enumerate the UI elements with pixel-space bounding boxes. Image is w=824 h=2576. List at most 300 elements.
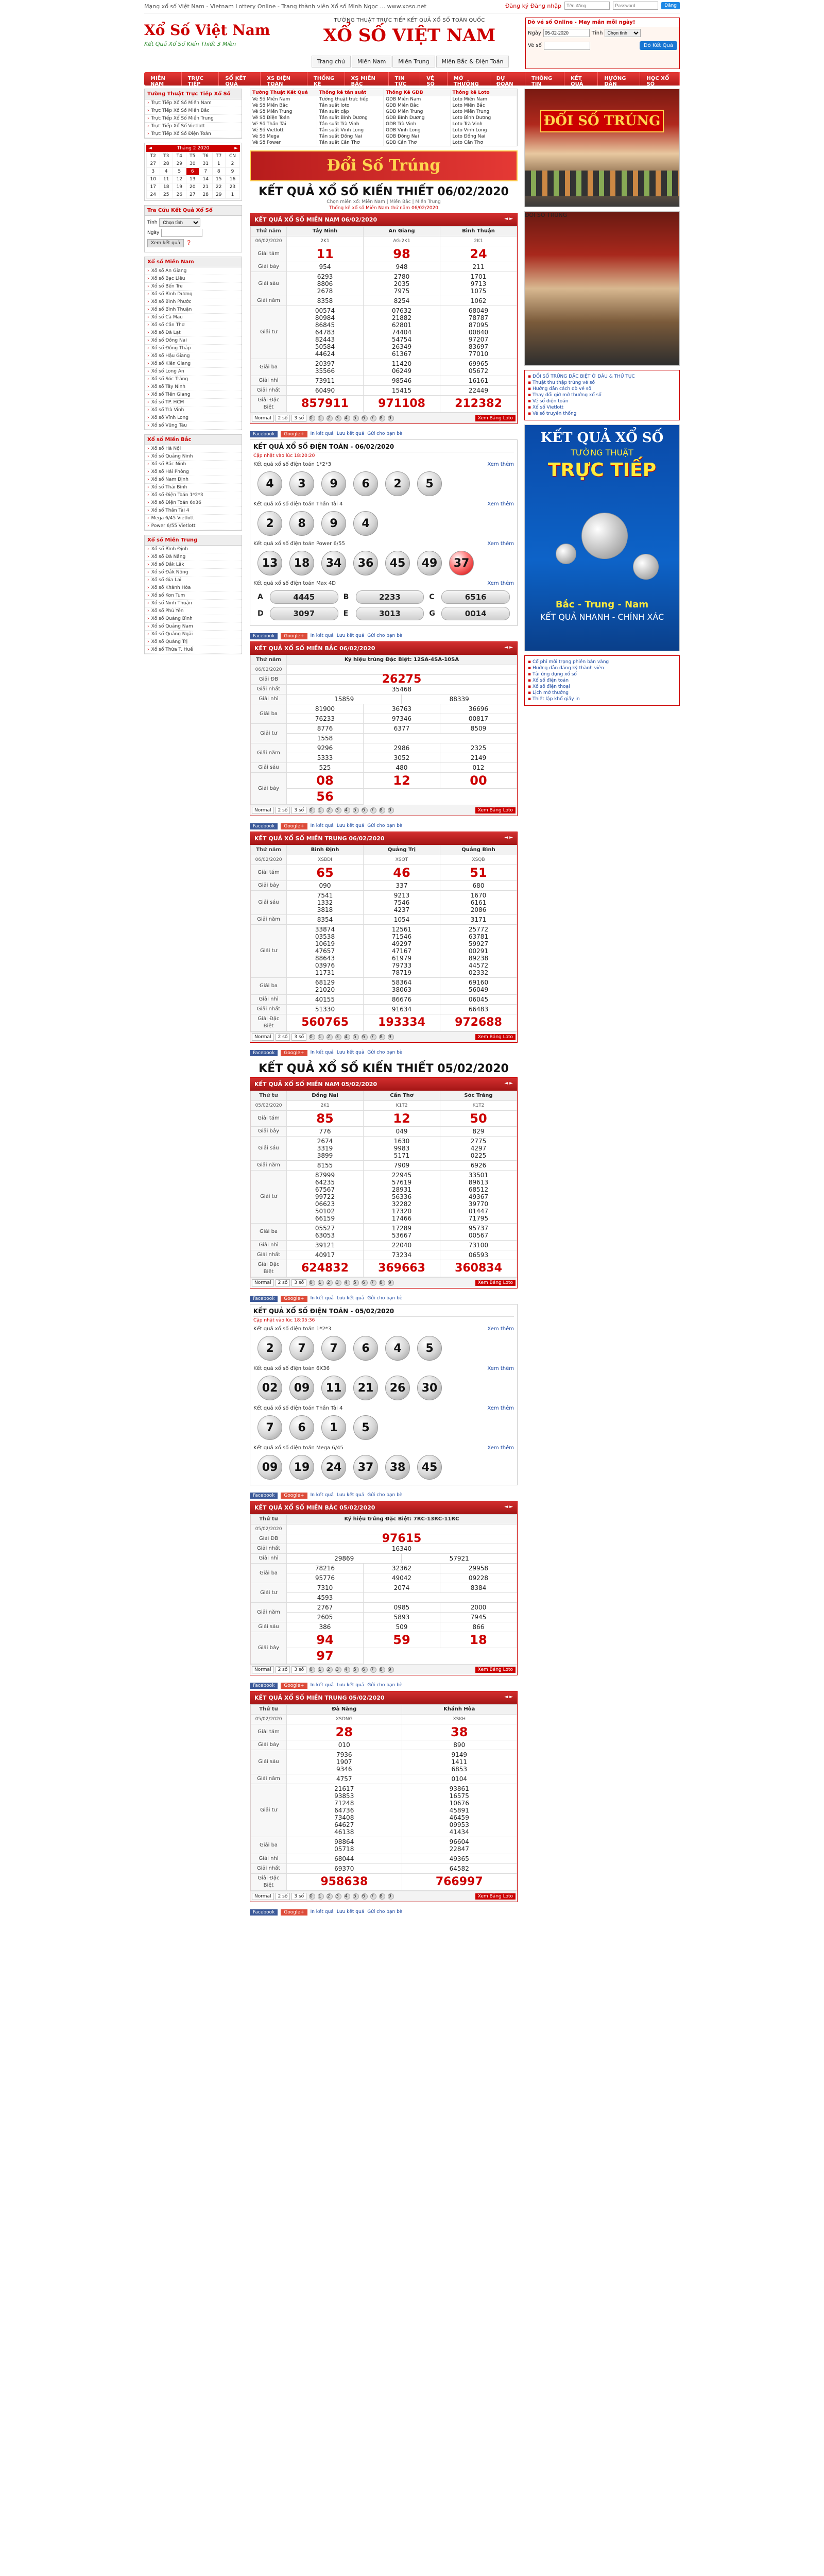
loto-table-link[interactable]: Xem Bảng Loto [475,1667,516,1673]
quick-link[interactable]: Tần suất cặp [319,109,349,114]
province-link[interactable]: › Xổ số Điện Toán 1*2*3 [145,492,242,499]
quick-link[interactable]: Tần suất loto [319,103,350,108]
ticket-input[interactable] [544,42,590,50]
digit-filter[interactable]: 3 [335,1280,341,1286]
send-link[interactable]: Gửi cho bạn bè [367,1909,403,1914]
more-link[interactable]: Xem thêm [487,1405,514,1411]
google-share[interactable]: Google+ [281,633,307,639]
nav-item[interactable]: THÔNG TIN [525,72,564,86]
quick-link[interactable]: GDB Vĩnh Long [386,128,421,133]
quick-link[interactable]: Tần suất Đồng Nai [319,134,362,139]
province-link[interactable]: › Xổ số Cần Thơ [145,321,242,329]
province-name[interactable]: Bình Thuận [440,227,517,236]
quick-link[interactable]: Vé Số Power [252,140,281,145]
quick-link[interactable]: Loto Vĩnh Long [452,128,487,133]
digit-tab[interactable]: Normal [252,1033,274,1041]
quick-link[interactable]: Loto Miền Bắc [452,103,485,108]
digit-filter[interactable]: 2 [327,1034,333,1040]
digit-filter[interactable]: 4 [344,415,350,421]
region-menu-item[interactable]: Miền Bắc & Điện Toán [436,56,509,67]
province-link[interactable]: › Xổ số An Giang [145,267,242,275]
digit-filter[interactable]: 2 [327,1893,333,1900]
digit-filter[interactable]: 6 [362,1893,368,1900]
nav-item[interactable]: MỞ THƯỞNG [448,72,490,86]
digit-tab[interactable]: 3 số [291,1033,306,1041]
province-name[interactable]: Đồng Nai [287,1091,364,1101]
digit-filter[interactable]: 1 [318,1893,324,1900]
digit-filter[interactable]: 0 [309,1034,315,1040]
more-link[interactable]: Xem thêm [487,1366,514,1371]
digit-tab[interactable]: Normal [252,807,274,814]
digit-filter[interactable]: 1 [318,415,324,421]
quick-link[interactable]: GDB Miền Trung [386,109,423,114]
date-input[interactable] [543,29,590,37]
province-link[interactable]: › Xổ số TP. HCM [145,399,242,406]
digit-filter[interactable]: 2 [327,415,333,421]
province-link[interactable]: › Xổ số Vũng Tàu [145,422,242,430]
province-link[interactable]: › Xổ số Điện Toán 6x36 [145,499,242,507]
quick-link[interactable]: Loto Đồng Nai [452,134,486,139]
nav-item[interactable]: KẾT QUẢ [564,72,598,86]
quick-link[interactable]: Loto Cần Thơ [452,140,483,145]
more-link[interactable]: Xem thêm [487,1326,514,1332]
province-link[interactable]: › Xổ số Vĩnh Long [145,414,242,422]
facebook-share[interactable]: Facebook [250,1296,278,1302]
province-link[interactable]: › Xổ số Quảng Ninh [145,453,242,461]
print-link[interactable]: In kết quả [310,1493,334,1498]
calendar-day[interactable]: 7 [199,168,213,176]
digit-filter[interactable]: 8 [379,807,385,814]
quick-link[interactable]: Loto Miền Nam [452,97,488,102]
help-icon[interactable]: ❓ [186,241,192,246]
news-link[interactable]: ▪ Thiết lập khổ giấy in [528,696,676,702]
google-share[interactable]: Google+ [281,1683,307,1689]
digit-filter[interactable]: 9 [388,1280,394,1286]
quick-link[interactable]: GDB Bình Dương [386,115,425,121]
province-link[interactable]: › Xổ số Ninh Thuận [145,600,242,607]
digit-filter[interactable]: 5 [353,807,359,814]
digit-filter[interactable]: 1 [318,807,324,814]
digit-filter[interactable]: 0 [309,1893,315,1900]
province-link[interactable]: › Xổ số Sóc Trăng [145,376,242,383]
digit-filter[interactable]: 6 [362,807,368,814]
province-link[interactable]: › Xổ số Tây Ninh [145,383,242,391]
province-name[interactable]: Đà Nẵng [287,1705,402,1715]
news-link[interactable]: ▪ Thuật thu thập trúng vé số [528,380,676,386]
quick-link[interactable]: GDB Cần Thơ [386,140,417,145]
result-hint[interactable]: ◄ ► [504,216,513,222]
province-link[interactable]: › Xổ số Thái Bình [145,484,242,492]
province-link[interactable]: › Xổ số Nam Định [145,476,242,484]
digit-filter[interactable]: 0 [309,1280,315,1286]
calendar-day[interactable]: 16 [226,176,240,183]
calendar-day[interactable]: 8 [212,168,226,176]
digit-filter[interactable]: 1 [318,1280,324,1286]
calendar-day[interactable]: 19 [173,183,186,191]
send-link[interactable]: Gửi cho bạn bè [367,633,403,638]
digit-filter[interactable]: 4 [344,1034,350,1040]
password-input[interactable] [613,2,658,10]
province-link[interactable]: › Xổ số Trà Vinh [145,406,242,414]
calendar-day[interactable]: 22 [212,183,226,191]
print-link[interactable]: In kết quả [310,823,334,828]
loto-table-link[interactable]: Xem Bảng Loto [475,1893,516,1900]
calendar-day[interactable]: 11 [160,176,173,183]
province-name[interactable]: Sóc Trăng [440,1091,517,1101]
news-link[interactable]: ▪ Xổ số điện toán [528,677,676,684]
calendar-day[interactable]: 1 [226,191,240,199]
digit-tab[interactable]: 3 số [291,1279,306,1286]
save-link[interactable]: Lưu kết quả [336,1683,365,1688]
quick-link[interactable]: Vé Số Điện Toán [252,115,290,121]
digit-filter[interactable]: 6 [362,415,368,421]
region-menu-item[interactable]: Miền Trung [392,56,435,67]
province-select[interactable] [605,29,641,37]
calendar-day[interactable]: 15 [212,176,226,183]
province-link[interactable]: › Xổ số Hậu Giang [145,352,242,360]
quick-link[interactable]: Vé Số Thần Tài [252,122,286,127]
news-link[interactable]: ▪ Xổ số Vietlott [528,404,676,411]
google-share[interactable]: Google+ [281,1909,307,1916]
province-link[interactable]: › Mega 6/45 Vietlott [145,515,242,522]
digit-filter[interactable]: 8 [379,1667,385,1673]
quick-link[interactable]: GDB Đồng Nai [386,134,419,139]
province-link[interactable]: › Xổ số Long An [145,368,242,376]
digit-tab[interactable]: 2 số [276,807,290,814]
quick-link[interactable]: Tường thuật trực tiếp [319,97,369,102]
digit-tab[interactable]: 2 số [276,1666,290,1673]
calendar-day[interactable]: 27 [186,191,199,199]
province-link[interactable]: › Xổ số Cà Mau [145,314,242,321]
quick-link[interactable]: GDB Trà Vinh [386,122,417,127]
quick-link[interactable]: Loto Trà Vinh [452,122,483,127]
site-logo[interactable] [144,22,270,47]
quick-link[interactable]: Tần suất Vĩnh Long [319,128,364,133]
province-name[interactable]: Quảng Trị [364,845,440,855]
live-link[interactable]: › Trực Tiếp Xổ Số Vietlott [145,123,242,130]
calendar-day[interactable]: 18 [160,183,173,191]
search-date-input[interactable] [161,229,202,237]
register-link[interactable]: Đăng ký Đăng nhập [505,2,562,9]
quick-link[interactable]: Tần suất Bình Dương [319,115,368,121]
province-link[interactable]: › Xổ số Kiên Giang [145,360,242,368]
province-link[interactable]: › Xổ số Đắk Lắk [145,561,242,569]
nav-item[interactable]: TRỰC TIẾP [182,72,219,86]
quick-link[interactable]: Vé Số Mega [252,134,280,139]
digit-tab[interactable]: 3 số [291,807,306,814]
print-link[interactable]: In kết quả [310,1050,334,1055]
facebook-share[interactable]: Facebook [250,633,278,639]
digit-filter[interactable]: 5 [353,1893,359,1900]
digit-filter[interactable]: 9 [388,1034,394,1040]
digit-filter[interactable]: 3 [335,807,341,814]
digit-filter[interactable]: 9 [388,415,394,421]
quick-link[interactable]: Loto Miền Trung [452,109,490,114]
quick-link[interactable]: Loto Bình Dương [452,115,491,121]
nav-item[interactable]: XS ĐIỆN TOÁN [261,72,307,86]
result-hint[interactable]: ◄ ► [504,645,513,650]
nav-item[interactable]: DỰ ĐOÁN [490,72,525,86]
nav-item[interactable]: MIỀN NAM [144,72,182,86]
digit-filter[interactable]: 6 [362,1667,368,1673]
quick-link[interactable]: GDB Miền Bắc [386,103,419,108]
digit-filter[interactable]: 6 [362,1280,368,1286]
calendar-day[interactable]: 13 [186,176,199,183]
loto-table-link[interactable]: Xem Bảng Loto [475,807,516,814]
digit-tab[interactable]: 3 số [291,1893,306,1900]
digit-tab[interactable]: 2 số [276,415,290,422]
facebook-share[interactable]: Facebook [250,1909,278,1916]
calendar-day[interactable]: 21 [199,183,213,191]
digit-filter[interactable]: 7 [370,1667,376,1673]
shop-photo[interactable] [524,89,680,207]
calendar-day[interactable]: 5 [173,168,186,176]
province-link[interactable]: › Xổ số Bình Phước [145,298,242,306]
calendar-day[interactable]: 12 [173,176,186,183]
digit-tab[interactable]: 3 số [291,415,306,422]
send-link[interactable]: Gửi cho bạn bè [367,1683,403,1688]
calendar-day[interactable]: 17 [147,183,160,191]
digit-tab[interactable]: Normal [252,1666,274,1673]
search-province-select[interactable] [159,218,200,227]
print-link[interactable]: In kết quả [310,1909,334,1914]
shop-photo[interactable] [524,211,680,366]
digit-filter[interactable]: 7 [370,1034,376,1040]
send-link[interactable]: Gửi cho bạn bè [367,1296,403,1301]
digit-filter[interactable]: 8 [379,1280,385,1286]
result-hint[interactable]: ◄ ► [504,1081,513,1086]
save-link[interactable]: Lưu kết quả [336,633,365,638]
news-link[interactable]: ▪ Thay đổi giờ mở thưởng xổ số [528,392,676,398]
facebook-share[interactable]: Facebook [250,1683,278,1689]
live-link[interactable]: › Trực Tiếp Xổ Số Miền Bắc [145,107,242,115]
calendar-day[interactable]: 30 [186,160,199,168]
digit-filter[interactable]: 0 [309,415,315,421]
digit-filter[interactable]: 7 [370,807,376,814]
digit-filter[interactable]: 3 [335,1667,341,1673]
more-link[interactable]: Xem thêm [487,1445,514,1451]
calendar-day[interactable]: 28 [199,191,213,199]
google-share[interactable]: Google+ [281,431,307,437]
digit-tab[interactable]: 2 số [276,1033,290,1041]
nav-item[interactable]: VÉ SỐ [420,72,448,86]
calendar-day[interactable]: 28 [160,160,173,168]
province-link[interactable]: › Xổ số Bình Thuận [145,306,242,314]
digit-filter[interactable]: 9 [388,1667,394,1673]
quick-link[interactable]: Vé Số Miền Nam [252,97,290,102]
province-link[interactable]: › Xổ số Quảng Bình [145,615,242,623]
digit-filter[interactable]: 8 [379,1893,385,1900]
nav-item[interactable]: THỐNG KÊ [307,72,345,86]
stats-note[interactable]: Thống kê xổ số Miền Nam thứ năm 06/02/2020 [329,206,438,211]
province-name[interactable]: Tây Ninh [287,227,364,236]
province-link[interactable]: › Xổ số Bạc Liêu [145,275,242,283]
digit-filter[interactable]: 3 [335,1893,341,1900]
digit-filter[interactable]: 2 [327,807,333,814]
calendar-day[interactable]: 29 [212,191,226,199]
news-link[interactable]: ▪ Vé số điện toán [528,398,676,404]
send-link[interactable]: Gửi cho bạn bè [367,1493,403,1498]
facebook-share[interactable]: Facebook [250,1050,278,1056]
live-link[interactable]: › Trực Tiếp Xổ Số Điện Toán [145,130,242,138]
digit-filter[interactable]: 4 [344,1280,350,1286]
province-link[interactable]: › Xổ số Bắc Ninh [145,461,242,468]
digit-tab[interactable]: Normal [252,1279,274,1286]
calendar-day[interactable]: 29 [173,160,186,168]
more-link[interactable]: Xem thêm [487,501,514,507]
quick-link[interactable]: Vé Số Vietlott [252,128,284,133]
nav-item[interactable]: SỔ KẾT QUẢ [219,72,261,86]
digit-filter[interactable]: 7 [370,415,376,421]
region-menu-item[interactable]: Trang chủ [312,56,351,67]
province-link[interactable]: › Xổ số Khánh Hòa [145,584,242,592]
quick-link[interactable]: Vé Số Miền Trung [252,109,293,114]
live-banner[interactable] [524,425,680,651]
province-link[interactable]: › Power 6/55 Vietlott [145,522,242,530]
digit-filter[interactable]: 4 [344,1667,350,1673]
nav-item[interactable]: XS MIỀN BẮC [345,72,389,86]
digit-filter[interactable]: 6 [362,1034,368,1040]
digit-filter[interactable]: 7 [370,1893,376,1900]
facebook-share[interactable]: Facebook [250,823,278,829]
next-month-icon[interactable]: ► [234,146,238,151]
check-ticket-button[interactable]: Dò Kết Quả [640,41,677,50]
calendar-day[interactable]: 10 [147,176,160,183]
province-link[interactable]: › Xổ số Bình Dương [145,291,242,298]
send-link[interactable]: Gửi cho bạn bè [367,431,403,436]
province-link[interactable]: › Xổ số Hà Nội [145,445,242,453]
calendar-day[interactable]: 2 [226,160,240,168]
result-hint[interactable]: ◄ ► [504,1504,513,1510]
google-share[interactable]: Google+ [281,1050,307,1056]
calendar-day[interactable]: 23 [226,183,240,191]
province-link[interactable]: › Xổ số Phú Yên [145,607,242,615]
quick-link[interactable]: GDB Miền Nam [386,97,421,102]
province-name[interactable]: Khánh Hòa [402,1705,517,1715]
quick-link[interactable]: Vé Số Miền Bắc [252,103,288,108]
news-link[interactable]: ▪ Hướng dẫn cách dò vé số [528,386,676,392]
news-link[interactable]: ▪ Lịch mở thưởng [528,690,676,696]
calendar-day[interactable]: 20 [186,183,199,191]
calendar-day[interactable]: 9 [226,168,240,176]
digit-filter[interactable]: 4 [344,807,350,814]
province-link[interactable]: › Xổ số Quảng Trị [145,638,242,646]
nav-item[interactable]: HỌC XỔ SỐ [640,72,680,86]
news-link[interactable]: ▪ Vé số truyền thống [528,411,676,417]
digit-filter[interactable]: 1 [318,1667,324,1673]
save-link[interactable]: Lưu kết quả [336,431,365,436]
quick-link[interactable]: Tần suất Cần Thơ [319,140,360,145]
calendar-day[interactable]: 4 [160,168,173,176]
digit-filter[interactable]: 5 [353,415,359,421]
province-name[interactable]: An Giang [364,227,440,236]
digit-filter[interactable]: 1 [318,1034,324,1040]
save-link[interactable]: Lưu kết quả [336,1493,365,1498]
more-link[interactable]: Xem thêm [487,462,514,467]
more-link[interactable]: Xem thêm [487,541,514,547]
google-share[interactable]: Google+ [281,1296,307,1302]
digit-filter[interactable]: 0 [309,1667,315,1673]
google-share[interactable]: Google+ [281,823,307,829]
prev-month-icon[interactable]: ◄ [148,146,152,151]
print-link[interactable]: In kết quả [310,431,334,436]
calendar-day[interactable]: 25 [160,191,173,199]
province-name[interactable]: Quảng Bình [440,845,517,855]
digit-filter[interactable]: 2 [327,1667,333,1673]
nav-item[interactable]: TIN TỨC [389,72,421,86]
digit-tab[interactable]: 2 số [276,1893,290,1900]
digit-filter[interactable]: 2 [327,1280,333,1286]
save-link[interactable]: Lưu kết quả [336,1050,365,1055]
facebook-share[interactable]: Facebook [250,431,278,437]
calendar-day[interactable]: 31 [199,160,213,168]
digit-filter[interactable]: 7 [370,1280,376,1286]
loto-table-link[interactable]: Xem Bảng Loto [475,1280,516,1286]
promo-banner[interactable]: Đổi Số Trúng [250,150,518,181]
news-link[interactable]: ▪ Tải ứng dụng xổ số [528,671,676,677]
province-link[interactable]: › Xổ số Quảng Ngãi [145,631,242,638]
google-share[interactable]: Google+ [281,1493,307,1499]
facebook-share[interactable]: Facebook [250,1493,278,1499]
save-link[interactable]: Lưu kết quả [336,823,365,828]
news-link[interactable]: ▪ Xổ số điện thoại [528,684,676,690]
digit-filter[interactable]: 5 [353,1280,359,1286]
province-link[interactable]: › Xổ số Quảng Nam [145,623,242,631]
calendar-day[interactable]: 24 [147,191,160,199]
digit-filter[interactable]: 8 [379,1034,385,1040]
province-link[interactable]: › Xổ số Thừa T. Huế [145,646,242,654]
digit-filter[interactable]: 4 [344,1893,350,1900]
news-link[interactable]: ▪ Cổ phí mời trọng phiên bản vàng [528,659,676,665]
digit-filter[interactable]: 9 [388,807,394,814]
province-link[interactable]: › Xổ số Tiền Giang [145,391,242,399]
digit-filter[interactable]: 5 [353,1667,359,1673]
province-link[interactable]: › Xổ số Bến Tre [145,283,242,291]
news-link[interactable]: ▪ Hướng dẫn đăng ký thành viên [528,665,676,671]
loto-table-link[interactable]: Xem Bảng Loto [475,415,516,421]
print-link[interactable]: In kết quả [310,633,334,638]
province-link[interactable]: › Xổ số Hải Phòng [145,468,242,476]
digit-tab[interactable]: 2 số [276,1279,290,1286]
calendar-day[interactable]: 14 [199,176,213,183]
calendar-day[interactable]: 26 [173,191,186,199]
digit-filter[interactable]: 9 [388,1893,394,1900]
digit-filter[interactable]: 3 [335,1034,341,1040]
print-link[interactable]: In kết quả [310,1296,334,1301]
print-link[interactable]: In kết quả [310,1683,334,1688]
calendar-day[interactable]: 3 [147,168,160,176]
province-link[interactable]: › Xổ số Đắk Nông [145,569,242,577]
digit-filter[interactable]: 3 [335,415,341,421]
digit-tab[interactable]: 3 số [291,1666,306,1673]
province-link[interactable]: › Xổ số Thần Tài 4 [145,507,242,515]
digit-tab[interactable]: Normal [252,415,274,422]
login-button[interactable]: Đăng [661,2,680,9]
more-link[interactable]: Xem thêm [487,581,514,586]
send-link[interactable]: Gửi cho bạn bè [367,1050,403,1055]
live-link[interactable]: › Trực Tiếp Xổ Số Miền Nam [145,99,242,107]
province-link[interactable]: › Xổ số Đà Lạt [145,329,242,337]
digit-filter[interactable]: 8 [379,415,385,421]
digit-tab[interactable]: Normal [252,1893,274,1900]
result-hint[interactable]: ◄ ► [504,1694,513,1700]
province-link[interactable]: › Xổ số Đà Nẵng [145,553,242,561]
calendar-day[interactable]: 1 [212,160,226,168]
news-link[interactable]: ▪ ĐỔI SỐ TRÚNG ĐẶC BIỆT Ở ĐÂU & THỦ TỤC [528,374,676,380]
province-link[interactable]: › Xổ số Đồng Tháp [145,345,242,352]
province-link[interactable]: › Xổ số Đồng Nai [145,337,242,345]
province-name[interactable]: Bình Định [287,845,364,855]
